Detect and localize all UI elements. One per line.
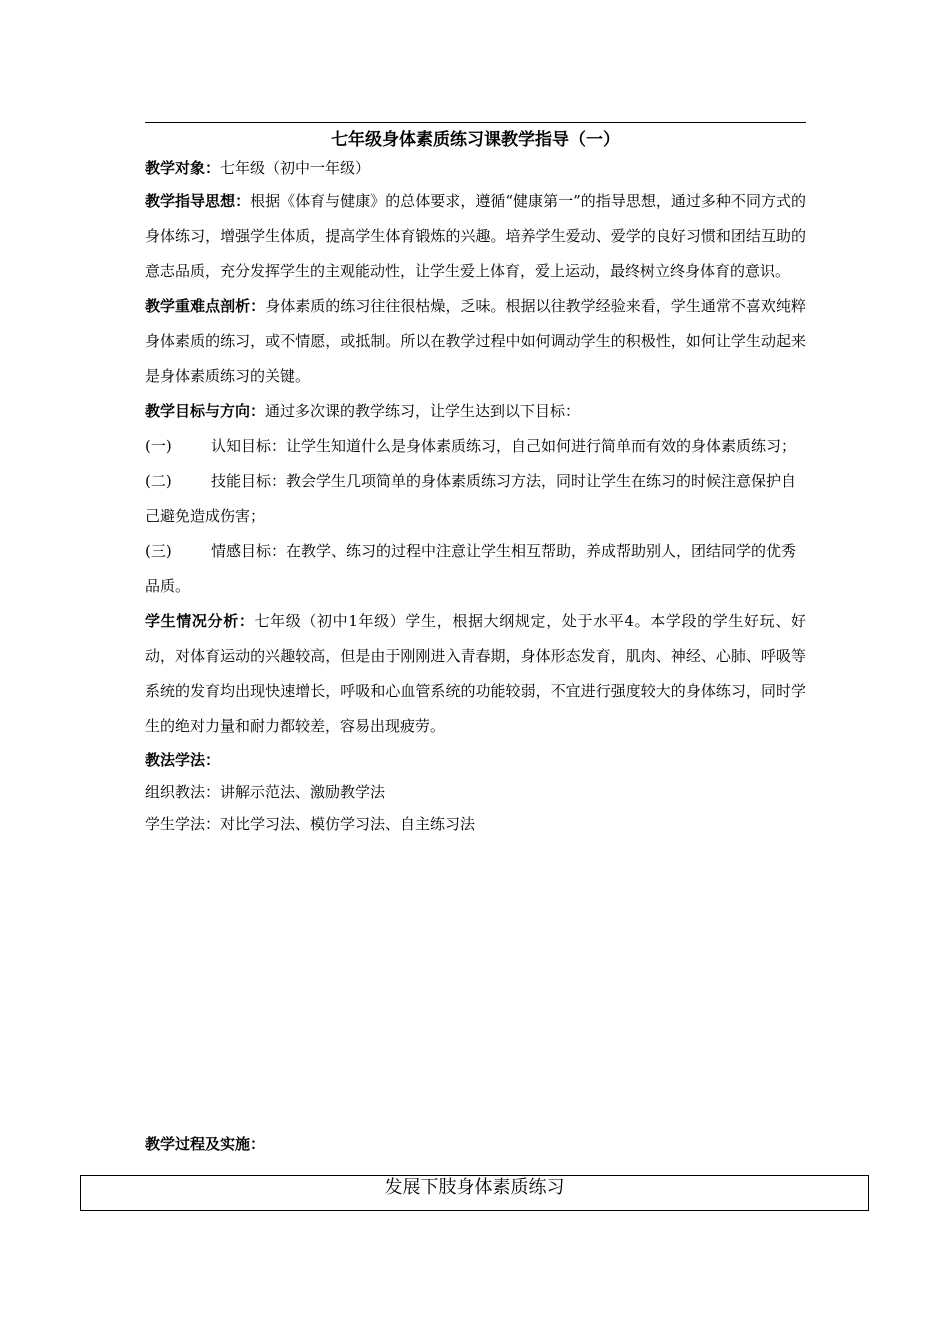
difficulty-analysis-label: 教学重难点剖析： — [145, 297, 266, 315]
process-heading: 教学过程及实施： — [145, 1135, 266, 1153]
goal-item-skill — [145, 464, 806, 534]
teaching-goals-text: 通过多次课的教学练习，让学生达到以下目标： — [265, 402, 581, 420]
goal-item-emotion — [145, 534, 806, 604]
teaching-target-text: 七年级（初中一年级） — [220, 159, 371, 177]
goal-item-number: (二) — [145, 472, 172, 490]
document-title: 七年级身体素质练习课教学指导（一） — [331, 130, 620, 150]
methods-label: 教法学法： — [145, 751, 221, 769]
goal-item-number: (一) — [145, 437, 172, 455]
guiding-thought — [145, 184, 806, 289]
teaching-target-label: 教学对象： — [145, 159, 221, 177]
teaching-goals-label: 教学目标与方向： — [145, 402, 266, 420]
student-analysis — [145, 604, 806, 744]
student-analysis-text: 七年级（初中1年级）学生，根据大纲规定，处于水平4。本学段的学生好玩、好动，对体育运动的兴趣较高，但是由于刚刚进入青春期，身体形态发育，肌肉、神经、心肺、呼吸等系统的发育均出现快速增长，呼吸和心血管系统的功能较弱，不宜进行强度较大的身体练习，同时学生的绝对力量和耐力都较差，容易出现疲劳。 — [145, 612, 806, 735]
guiding-thought-label: 教学指导思想： — [145, 192, 251, 210]
process-table-header: 发展下肢身体素质练习 — [80, 1175, 869, 1211]
goal-item-text: 技能目标：教会学生几项简单的身体素质练习方法，同时让学生在练习的时候注意保护自己避免造成伤害； — [145, 472, 797, 525]
student-analysis-label: 学生情况分析： — [145, 612, 255, 630]
goal-item-cognitive — [145, 429, 806, 464]
difficulty-analysis — [145, 289, 806, 394]
goal-item-text: 情感目标：在教学、练习的过程中注意让学生相互帮助，养成帮助别人，团结同学的优秀品质。 — [145, 542, 797, 595]
teaching-target — [145, 152, 806, 184]
guiding-thought-text: 根据《体育与健康》的总体要求，遵循“健康第一”的指导思想，通过多种不同方式的身体练习，增强学生体质，提高学生体育锻炼的兴趣。培养学生爱动、爱学的良好习惯和团结互助的意志品质，充分发挥学生的主观能动性，让学生爱上体育，爱上运动，最终树立终身体育的意识。 — [145, 192, 806, 280]
difficulty-analysis-text: 身体素质的练习往往很枯燥，乏味。根据以往教学经验来看，学生通常不喜欢纯粹身体素质的练习，或不情愿，或抵制。所以在教学过程中如何调动学生的积极性，如何让学生动起来是身体素质练习的关键。 — [145, 297, 806, 385]
methods-heading — [145, 744, 806, 776]
teaching-method: 组织教法：讲解示范法、激励教学法 — [145, 783, 386, 801]
learning-method: 学生学法：对比学习法、模仿学习法、自主练习法 — [145, 815, 476, 833]
goal-item-number: (三) — [145, 542, 172, 560]
goal-item-text: 认知目标：让学生知道什么是身体素质练习，自己如何进行简单而有效的身体素质练习； — [211, 437, 797, 455]
header-rule — [145, 122, 806, 123]
teaching-goals — [145, 394, 806, 429]
document-body — [145, 128, 806, 840]
